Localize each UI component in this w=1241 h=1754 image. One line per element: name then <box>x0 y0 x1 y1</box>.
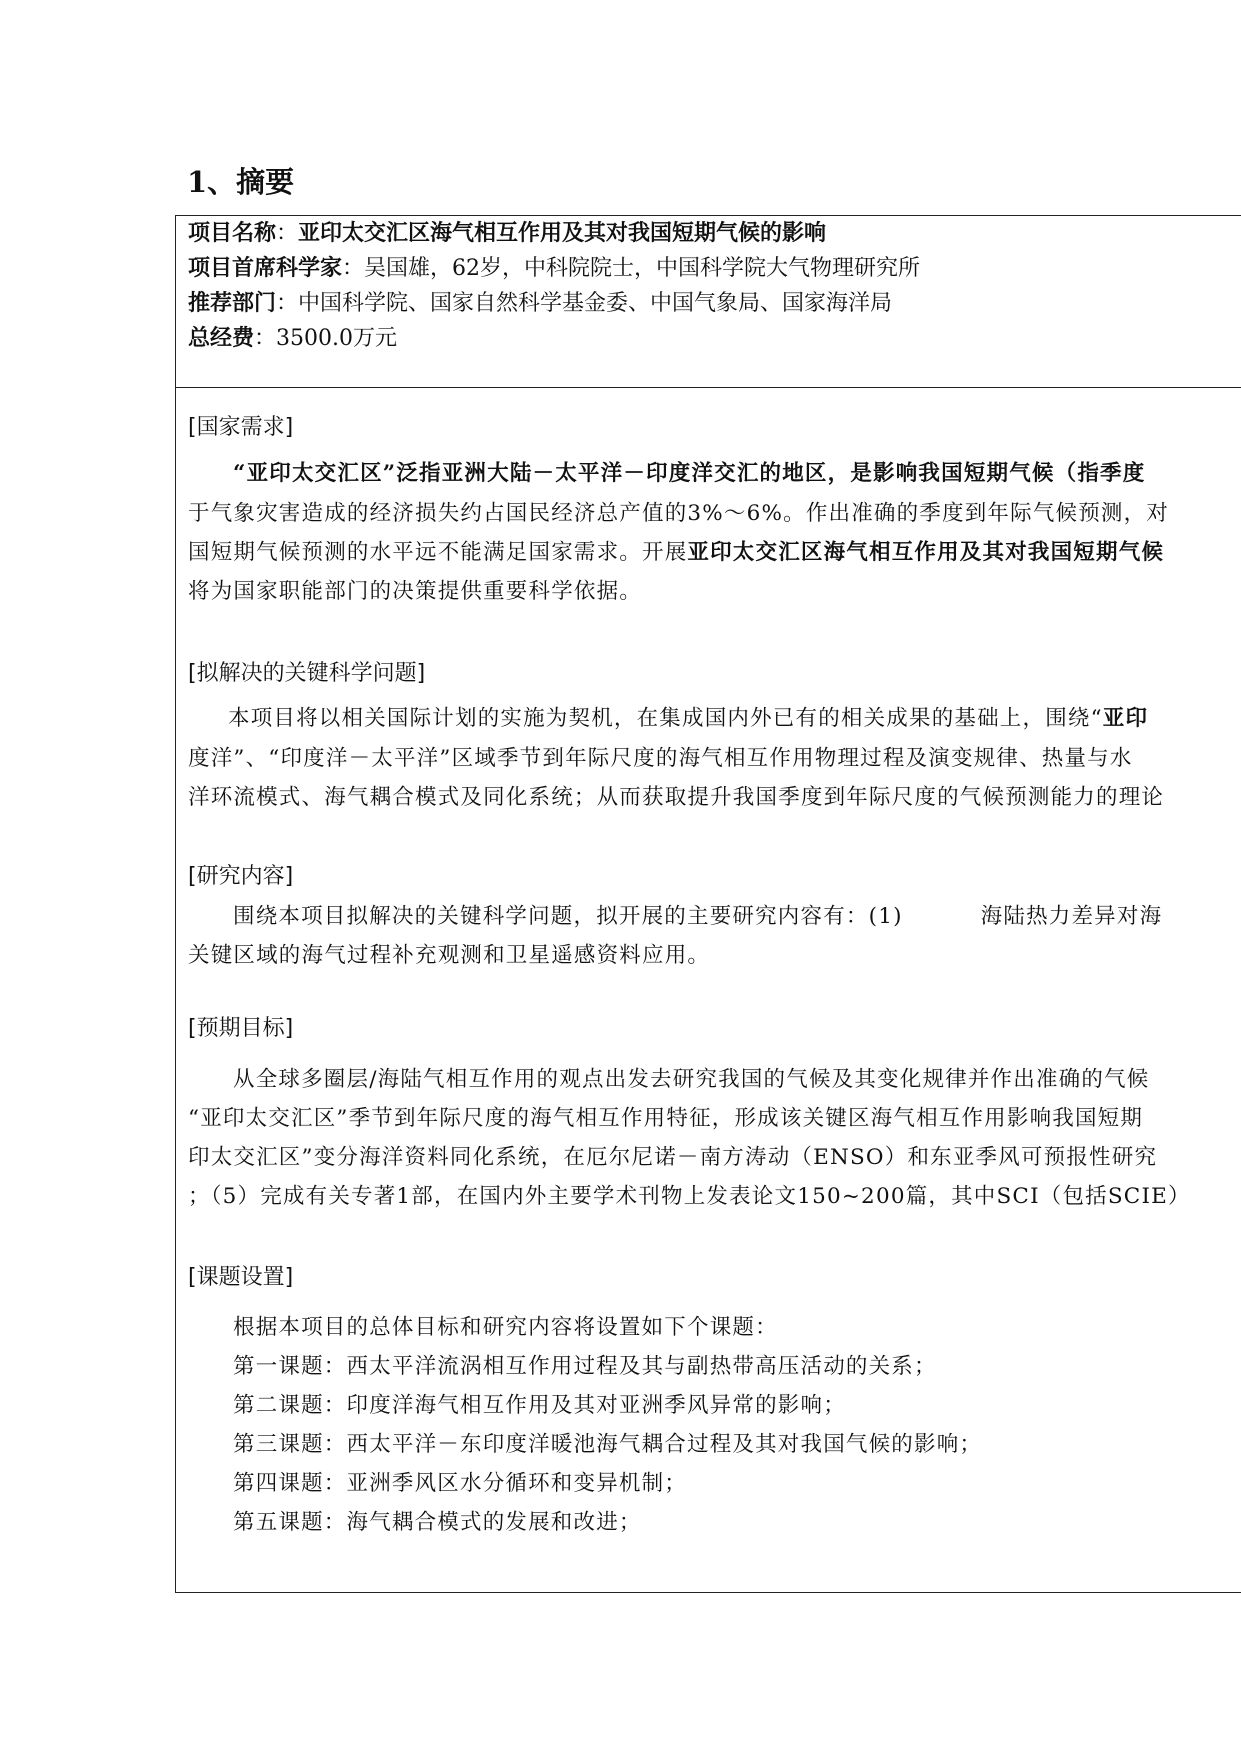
need-line-3-emphasis: 亚印太交汇区海气相互作用及其对我国短期气候 <box>687 540 1165 565</box>
topic-item-3: 第三课题：西太平洋－东印度洋暖池海气耦合过程及其对我国气候的影响； <box>233 1432 983 1457</box>
summary-header-cell <box>176 216 1241 388</box>
colon: ： <box>254 326 277 351</box>
issues-line-2: 度洋”、“印度洋－太平洋”区域季节到年际尺度的海气相互作用物理过程及演变规律、热量与水 <box>188 746 1133 771</box>
department-row <box>188 288 892 319</box>
issues-line-1 <box>228 704 1148 734</box>
section-title-goals: [预期目标] <box>188 1016 294 1041</box>
chief-scientist-row <box>188 253 920 284</box>
project-name-row <box>188 218 826 249</box>
content-line-1-text: 围绕本项目拟解决的关键科学问题，拟开展的主要研究内容有：(1) <box>233 904 903 929</box>
need-line-2: 于气象灾害造成的经济损失约占国民经济总产值的3%～6%。作出准确的季度到年际气候预测，对 <box>188 501 1170 526</box>
issues-line-1-emphasis: 亚印 <box>1102 706 1149 731</box>
issues-line-3: 洋环流模式、海气耦合模式及同化系统；从而获取提升我国季度到年际尺度的气候预测能力的理论 <box>188 785 1165 810</box>
topic-item-5: 第五课题：海气耦合模式的发展和改进； <box>233 1510 642 1535</box>
colon: ： <box>342 256 365 281</box>
project-name-value: 亚印太交汇区海气相互作用及其对我国短期气候的影响 <box>298 220 827 246</box>
section-title-need: [国家需求] <box>188 415 294 440</box>
need-line-1: “亚印太交汇区”泛指亚洲大陆－太平洋－印度洋交汇的地区，是影响我国短期气候（指季度 <box>233 461 1146 486</box>
funding-row <box>188 323 397 354</box>
chief-scientist-label: 项目首席科学家 <box>188 255 343 281</box>
goals-line-3: 印太交汇区”变分海洋资料同化系统，在厄尔尼诺－南方涛动（ENSO）和东亚季风可预报性研究 <box>188 1145 1158 1170</box>
colon: ： <box>276 291 299 316</box>
issues-line-1-text: 本项目将以相关国际计划的实施为契机，在集成国内外已有的相关成果的基础上，围绕“ <box>228 706 1103 731</box>
content-line-1 <box>233 902 1162 932</box>
need-line-3 <box>188 538 1164 568</box>
summary-table <box>175 215 1241 1593</box>
topic-item-1: 第一课题：西太平洋流涡相互作用过程及其与副热带高压活动的关系； <box>233 1354 937 1379</box>
topic-item-4: 第四课题：亚洲季风区水分循环和变异机制； <box>233 1471 688 1496</box>
need-line-3-text: 国短期气候预测的水平远不能满足国家需求。开展 <box>188 540 688 565</box>
section-title-topics: [课题设置] <box>188 1265 294 1290</box>
goals-line-2: “亚印太交汇区”季节到年际尺度的海气相互作用特征，形成该关键区海气相互作用影响我国短期 <box>188 1106 1144 1131</box>
department-label: 推荐部门 <box>188 290 277 316</box>
need-line-4: 将为国家职能部门的决策提供重要科学依据。 <box>188 579 643 604</box>
chief-scientist-value: 吴国雄，62岁，中科院院士，中国科学院大气物理研究所 <box>364 256 921 281</box>
content-line-2: 关键区域的海气过程补充观测和卫星遥感资料应用。 <box>188 943 711 968</box>
topic-item-2: 第二课题：印度洋海气相互作用及其对亚洲季风异常的影响； <box>233 1393 846 1418</box>
department-value: 中国科学院、国家自然科学基金委、中国气象局、国家海洋局 <box>298 291 893 316</box>
colon: ： <box>276 221 299 246</box>
goals-line-4: ；（5）完成有关专著1部，在国内外主要学术刊物上发表论文150~200篇，其中SCI（包括SCIE） <box>188 1184 1191 1209</box>
goals-line-1: 从全球多圈层/海陆气相互作用的观点出发去研究我国的气候及其变化规律并作出准确的气候 <box>233 1067 1150 1092</box>
funding-value: 3500.0万元 <box>276 326 398 351</box>
topics-intro: 根据本项目的总体目标和研究内容将设置如下个课题： <box>233 1315 778 1340</box>
page-heading: 1、摘要 <box>187 165 295 199</box>
project-name-label: 项目名称 <box>188 220 277 246</box>
section-title-issues: [拟解决的关键科学问题] <box>188 661 426 686</box>
funding-label: 总经费 <box>188 325 255 351</box>
section-title-content: [研究内容] <box>188 864 294 889</box>
content-line-1-item: 海陆热力差异对海 <box>980 904 1163 929</box>
